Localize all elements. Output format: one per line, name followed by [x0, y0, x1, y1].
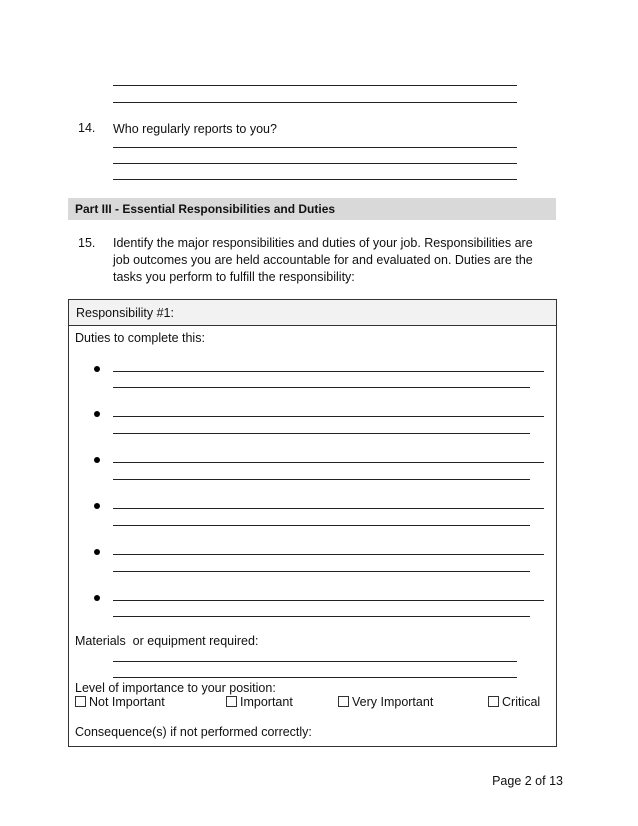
- checkbox-icon[interactable]: [75, 696, 86, 707]
- duty-bullet: [94, 366, 100, 372]
- duty-line[interactable]: [113, 600, 544, 601]
- question-15-number: 15.: [78, 236, 96, 250]
- question-15-text: Identify the major responsibilities and duties of your job. Responsibilities are job outcomes you are held accountable for and evaluated on. Duties are the tasks you perform to fulfill the responsibility:: [113, 236, 533, 284]
- checkbox-important[interactable]: [226, 695, 293, 709]
- checkbox-icon[interactable]: [226, 696, 237, 707]
- checkbox-critical[interactable]: [488, 695, 540, 709]
- duty-bullet: [94, 595, 100, 601]
- checkbox-very-important[interactable]: [338, 695, 433, 709]
- checkbox-label: Not Important: [89, 695, 165, 709]
- page-number: Page 2 of 13: [492, 774, 563, 788]
- responsibility-box: [68, 299, 557, 747]
- duty-line[interactable]: [113, 387, 530, 388]
- duty-line[interactable]: [113, 554, 544, 555]
- duty-bullet: [94, 549, 100, 555]
- checkbox-not-important[interactable]: [75, 695, 165, 709]
- checkbox-label: Very Important: [352, 695, 434, 709]
- duty-line[interactable]: [113, 508, 544, 509]
- answer-line[interactable]: [113, 102, 517, 103]
- duty-line[interactable]: [113, 479, 530, 480]
- duty-line[interactable]: [113, 525, 530, 526]
- duty-bullet: [94, 503, 100, 509]
- answer-line[interactable]: [113, 163, 517, 164]
- question-14-text: Who regularly reports to you?: [113, 122, 277, 136]
- answer-line[interactable]: [113, 179, 517, 180]
- duty-line[interactable]: [113, 433, 530, 434]
- materials-line[interactable]: [113, 661, 517, 662]
- question-14-number: 14.: [78, 121, 96, 135]
- section-header: Part III - Essential Responsibilities and Duties: [68, 198, 556, 220]
- responsibility-header: Responsibility #1:: [69, 300, 556, 326]
- duties-label: Duties to complete this:: [75, 331, 205, 345]
- duty-line[interactable]: [113, 616, 530, 617]
- answer-line[interactable]: [113, 85, 517, 86]
- consequence-label: Consequence(s) if not performed correctly:: [75, 725, 312, 739]
- duty-bullet: [94, 457, 100, 463]
- checkbox-icon[interactable]: [338, 696, 349, 707]
- duty-bullet: [94, 411, 100, 417]
- duty-line[interactable]: [113, 571, 530, 572]
- checkbox-icon[interactable]: [488, 696, 499, 707]
- materials-line[interactable]: [113, 677, 517, 678]
- duty-line[interactable]: [113, 371, 544, 372]
- importance-label: Level of importance to your position:: [75, 681, 276, 695]
- materials-label: Materials or equipment required:: [75, 634, 259, 648]
- checkbox-label: Critical: [502, 695, 541, 709]
- duty-line[interactable]: [113, 416, 544, 417]
- checkbox-label: Important: [240, 695, 293, 709]
- answer-line[interactable]: [113, 147, 517, 148]
- duty-line[interactable]: [113, 462, 544, 463]
